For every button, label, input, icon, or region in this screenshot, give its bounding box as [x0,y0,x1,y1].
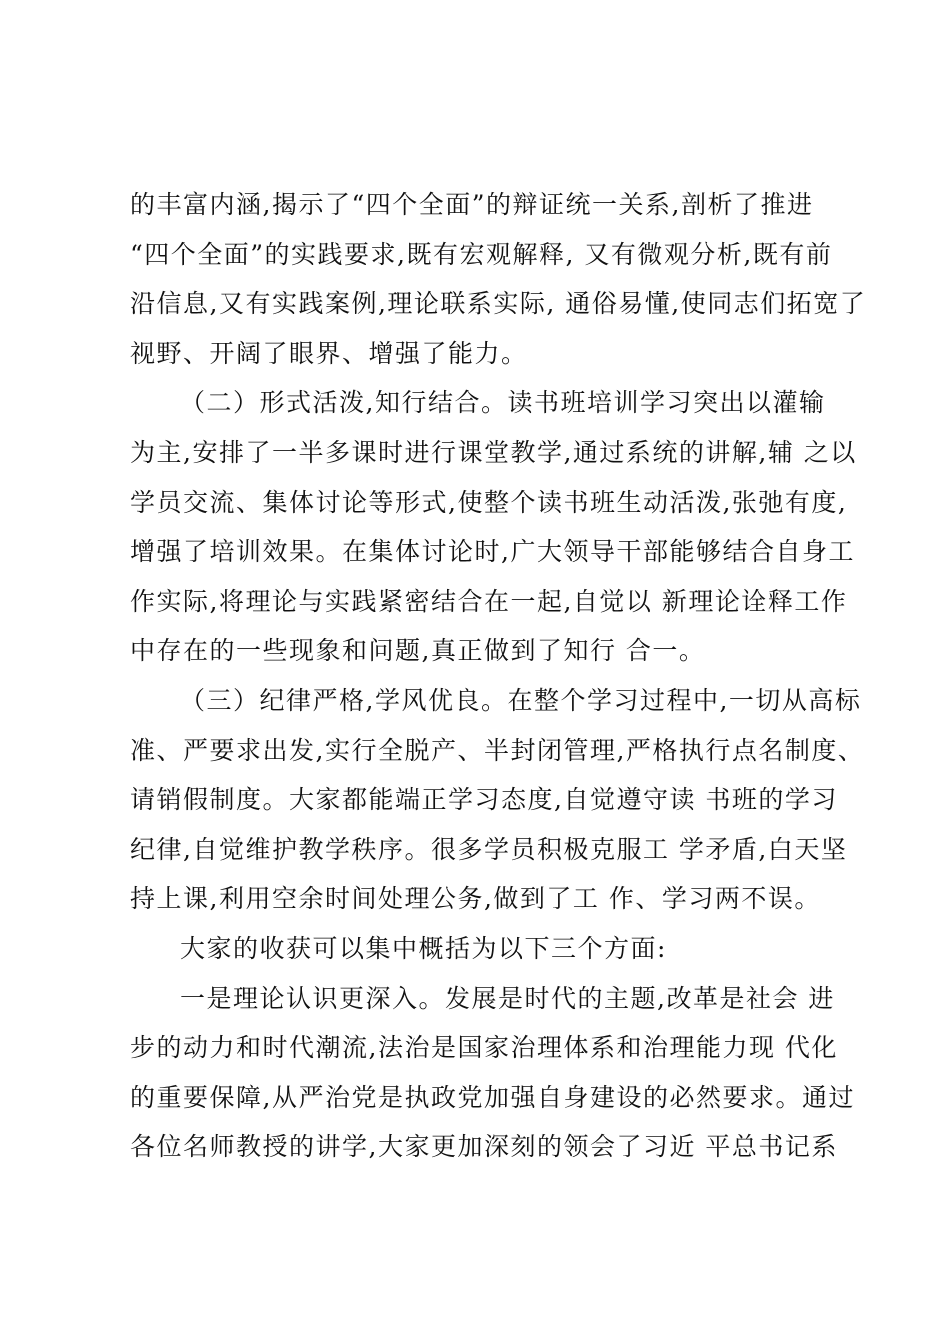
text-line: 持上课,利用空余时间处理公务,做到了工 作、学习两不误。 [130,884,821,914]
paragraph-heading-2: （二）形式活泼,知行结合。读书班培训学习突出以灌输 [180,388,826,418]
text-line: 沿信息,又有实践案例,理论联系实际, 通俗易懂,使同志们拓宽了 [130,289,867,319]
text-line: 的丰富内涵,揭示了“四个全面”的辩证统一关系,剖析了推进 [130,190,814,219]
text-line: 请销假制度。大家都能端正学习态度,自觉遵守读 书班的学习 [130,785,838,815]
text-line: 作实际,将理论与实践紧密结合在一起,自觉以 新理论诠释工作 [130,586,848,616]
text-line: 学员交流、集体讨论等形式,使整个读书班生动活泼,张弛有度, [130,487,848,517]
text-line: 为主,安排了一半多课时进行课堂教学,通过系统的讲解,辅 之以 [130,437,857,467]
text-line: 纪律,自觉维护教学秩序。很多学员积极克服工 学矛盾,白天坚 [130,834,848,864]
point-one-heading: 一是理论认识更深入。发展是时代的主题,改革是社会 进 [180,983,835,1013]
text-line: 增强了培训效果。在集体讨论时,广大领导干部能够结合自身工 [130,537,855,567]
paragraph-heading-3: （三）纪律严格,学风优良。在整个学习过程中,一切从高标 [180,685,862,715]
text-line: 的重要保障,从严治党是执政党加强自身建设的必然要求。通过 [130,1082,855,1112]
text-line: 视野、开阔了眼界、增强了能力。 [130,338,528,368]
text-line: 各位名师教授的讲学,大家更加深刻的领会了习近 平总书记系 [130,1132,838,1162]
body-text [130,180,867,1172]
text-line: “四个全面”的实践要求,既有宏观解释, 又有微观分析,既有前 [130,239,833,269]
summary-intro: 大家的收获可以集中概括为以下三个方面: [180,933,667,963]
text-line: 步的动力和时代潮流,法治是国家治理体系和治理能力现 代化 [130,1033,838,1063]
text-line: 中存在的一些现象和问题,真正做到了知行 合一。 [130,636,706,666]
text-line: 准、严要求出发,实行全脱产、半封闭管理,严格执行点名制度、 [130,735,865,765]
